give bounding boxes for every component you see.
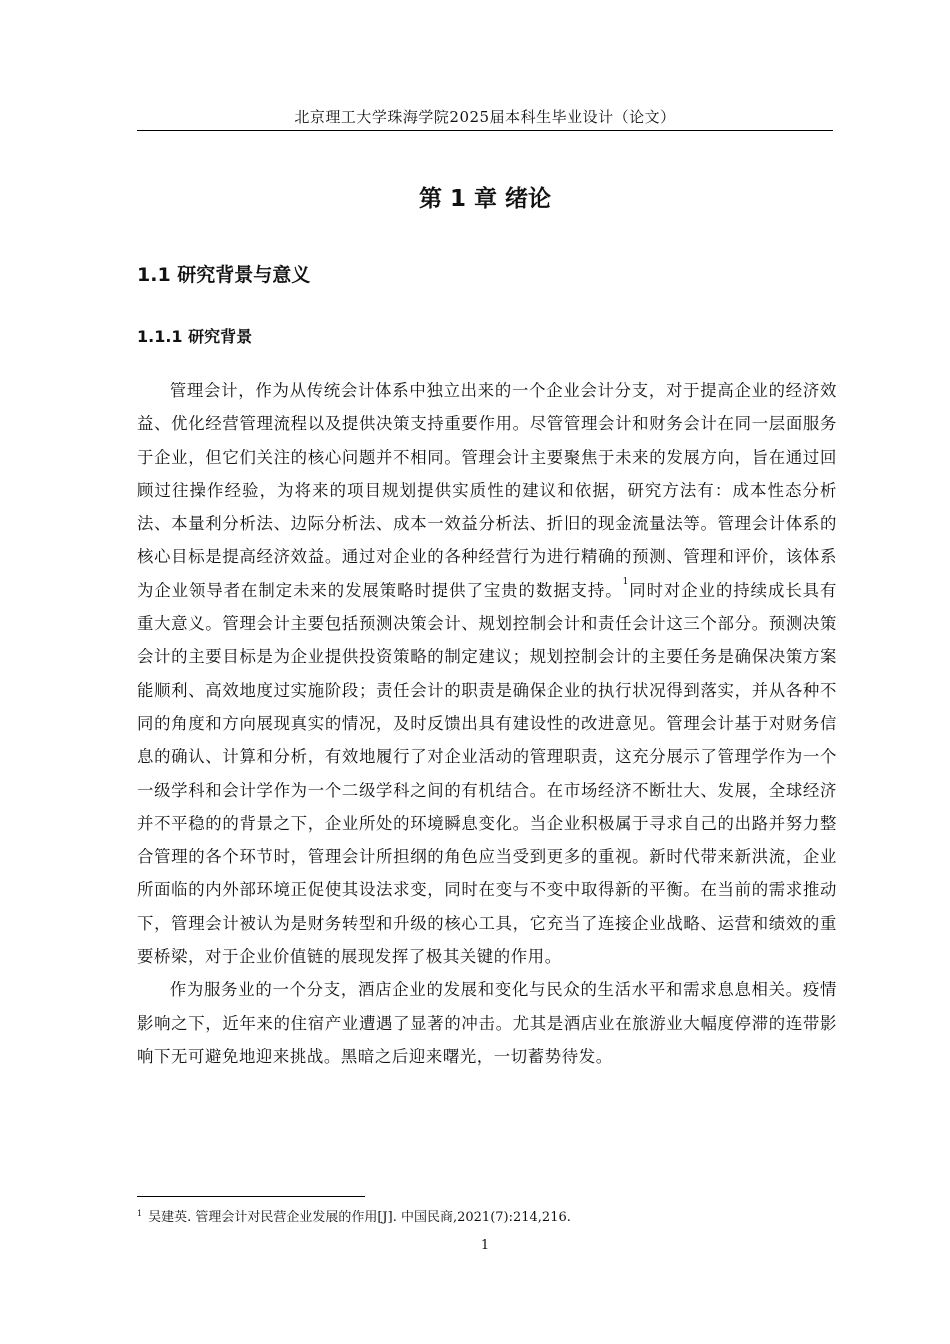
footnote-divider (137, 1196, 365, 1197)
header-divider (137, 130, 833, 131)
footnote-text: 吴建英. 管理会计对民营企业发展的作用[J]. 中国民商,2021(7):214,216. (148, 1210, 571, 1225)
section-title: 1.1 研究背景与意义 (137, 264, 311, 286)
footnote-reference[interactable]: 1 (622, 576, 629, 587)
subsection-title: 1.1.1 研究背景 (137, 327, 253, 346)
footnote (137, 1208, 837, 1228)
page-number: 1 (480, 1238, 490, 1253)
paragraph-1-part-a: 管理会计，作为从传统会计体系中独立出来的一个企业会计分支，对于提高企业的经济效益、优化经营管理流程以及提供决策支持重要作用。尽管管理会计和财务会计在同一层面服务于企业，但它们关注的核心问题并不相同。管理会计主要聚焦于未来的发展方向，旨在通过回顾过往操作经验，为将来的项目规划提供实质性的建议和依据，研究方法有：成本性态分析法、本量利分析法、边际分析法、成本一效益分析法、折旧的现金流量法等。管理会计体系的核心目标是提高经济效益。通过对企业的各种经营行为进行精确的预测、管理和评价，该体系为企业领导者在制定未来的发展策略时提供了宝贵的数据支持。 (137, 381, 837, 600)
body-text (137, 374, 837, 1073)
paragraph-2: 作为服务业的一个分支，酒店企业的发展和变化与民众的生活水平和需求息息相关。疫情影响之下，近年来的住宿产业遭遇了显著的冲击。尤其是酒店业在旅游业大幅度停滞的连带影响下无可避免地迎来挑战。黑暗之后迎来曙光，一切蓄势待发。 (137, 980, 837, 1066)
footnote-mark: 1 (137, 1209, 143, 1218)
chapter-title: 第 1 章 绪论 (418, 186, 552, 212)
page-header: 北京理工大学珠海学院2025届本科生毕业设计（论文） (294, 108, 676, 126)
paragraph-1 (137, 374, 837, 973)
paragraph-1-part-b: 同时对企业的持续成长具有重大意义。管理会计主要包括预测决策会计、规划控制会计和责任会计这三个部分。预测决策会计的主要目标是为企业提供投资策略的制定建议；规划控制会计的主要任务是确保决策方案能顺利、高效地度过实施阶段；责任会计的职责是确保企业的执行状况得到落实，并从各种不同的角度和方向展现真实的情况，及时反馈出具有建设性的改进意见。管理会计基于对财务信息的确认、计算和分析，有效地履行了对企业活动的管理职责，这充分展示了管理学作为一个一级学科和会计学作为一个二级学科之间的有机结合。在市场经济不断壮大、发展，全球经济并不平稳的的背景之下，企业所处的环境瞬息变化。当企业积极属于寻求自己的出路并努力整合管理的各个环节时，管理会计所担纲的角色应当受到更多的重视。新时代带来新洪流，企业所面临的内外部环境正促使其设法求变，同时在变与不变中取得新的平衡。在当前的需求推动下，管理会计被认为是财务转型和升级的核心工具，它充当了连接企业战略、运营和绩效的重要桥梁，对于企业价值链的展现发挥了极其关键的作用。 (137, 580, 837, 967)
